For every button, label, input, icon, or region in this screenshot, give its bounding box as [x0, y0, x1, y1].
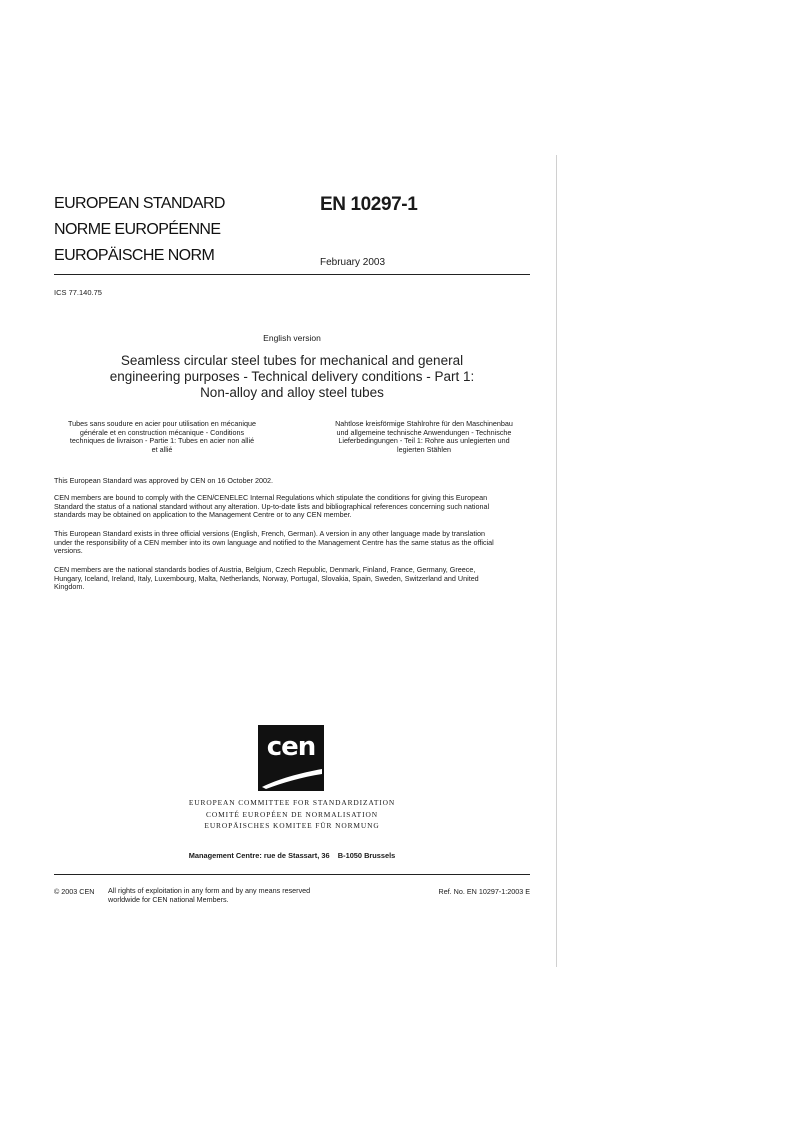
language-version: English version	[263, 333, 321, 343]
ics-code: ICS 77.140.75	[54, 288, 102, 297]
paragraph-line: standards may be obtained on application to the Management Centre or to any CEN member.	[54, 510, 352, 520]
reference-number: Ref. No. EN 10297-1:2003 E	[438, 887, 530, 896]
approval-paragraph	[54, 477, 532, 486]
german-title-line: Lieferbedingungen - Teil 1: Rohre aus unlegierten und	[338, 436, 510, 446]
title-line-3: Non-alloy and alloy steel tubes	[200, 385, 384, 400]
title-line-2: engineering purposes - Technical delivery conditions - Part 1:	[109, 369, 475, 384]
paragraph-line: This European Standard was approved by CEN on 16 October 2002.	[54, 476, 273, 485]
header-line-3: EUROPÄISCHE NORM	[54, 247, 215, 264]
management-centre: Management Centre: rue de Stassart, 36 B-1050 Brussels	[188, 851, 396, 860]
cen-logo-icon	[258, 725, 324, 791]
copyright: © 2003 CEN	[54, 887, 95, 896]
page-edge-line	[556, 155, 557, 967]
rights-statement	[108, 887, 310, 904]
footer-rule	[54, 874, 530, 875]
committee-name-line: EUROPÄISCHES KOMITEE FÜR NORMUNG	[204, 821, 380, 830]
members-paragraph	[54, 566, 532, 592]
french-title-line: et allié	[151, 444, 173, 454]
french-title	[54, 420, 270, 454]
paragraph-line: versions.	[54, 546, 83, 556]
german-title-line: legierten Stählen	[397, 444, 451, 454]
paragraph-line: Hungary, Iceland, Ireland, Italy, Luxembourg, Malta, Netherlands, Norway, Portugal, Slovakia, Spain, Sweden, Switzerland and United	[54, 573, 479, 583]
rights-line: All rights of exploitation in any form and by any means reserved	[108, 886, 311, 895]
paragraph-line: CEN members are the national standards bodies of Austria, Belgium, Czech Republic, Denmark, Finland, France, Germany, Greece,	[54, 565, 476, 574]
paragraph-line: CEN members are bound to comply with the CEN/CENELEC Internal Regulations which stipulate the conditions for giving this European	[54, 493, 488, 502]
french-title-line: techniques de livraison - Partie 1: Tubes en acier non allié	[69, 436, 255, 446]
paragraph-line: This European Standard exists in three official versions (English, French, German). A version in any other language made by translation	[54, 529, 485, 538]
title-line-1: Seamless circular steel tubes for mechanical and general	[120, 353, 464, 368]
header-rule	[54, 274, 530, 275]
committee-names	[180, 797, 404, 832]
paragraph-line: Standard the status of a national standard without any alteration. Up-to-date lists and bibliographical references concerning such national	[54, 501, 490, 511]
french-title-line: générale et en construction mécanique - Conditions	[79, 427, 245, 437]
committee-name-line: EUROPEAN COMMITTEE FOR STANDARDIZATION	[188, 798, 396, 807]
french-title-line: Tubes sans soudure en acier pour utilisation en mécanique	[68, 419, 256, 428]
header-line-2: NORME EUROPÉENNE	[54, 221, 221, 238]
german-title-line: und allgemeine technische Anwendungen - Technische	[336, 427, 512, 437]
cen-logo	[258, 725, 324, 791]
committee-name-line: COMITÉ EUROPÉEN DE NORMALISATION	[206, 809, 378, 819]
standard-number: EN 10297-1	[320, 194, 418, 215]
document-title	[54, 353, 530, 401]
paragraph-line: Kingdom.	[54, 582, 85, 592]
german-title	[318, 420, 530, 454]
rights-line: worldwide for CEN national Members.	[108, 894, 229, 904]
paragraph-line: under the responsibility of a CEN member into its own language and notified to the Management Centre has the same status as the official	[54, 537, 494, 547]
compliance-paragraph	[54, 494, 532, 520]
cen-logo-text: cen	[266, 732, 316, 762]
header-line-1: EUROPEAN STANDARD	[54, 195, 225, 212]
versions-paragraph	[54, 530, 532, 556]
german-title-line: Nahtlose kreisförmige Stahlrohre für den Maschinenbau	[335, 419, 513, 428]
publication-date: February 2003	[320, 257, 386, 268]
